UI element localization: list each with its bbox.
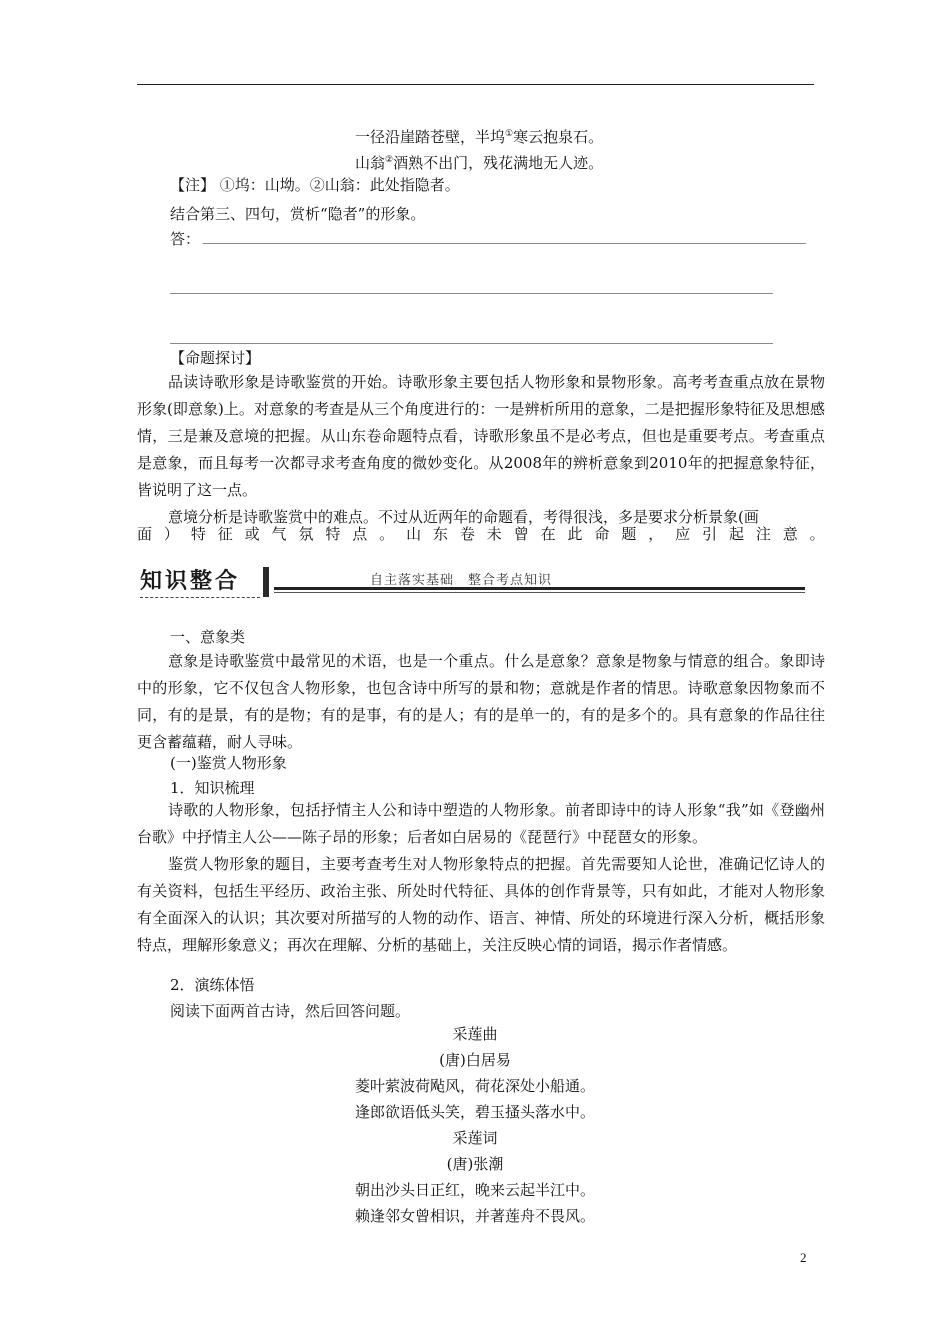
item2-title: 2．演练体悟 [170,976,255,994]
item1-paragraph-1: 诗歌的人物形象，包括抒情主人公和诗中塑造的人物形象。前者即诗中的诗人形象“我”如《登幽州台歌》中抒情主人公——陈子昂的形象；后者如白居易的《琵琶行》中琵琶女的形象。 [137,801,825,846]
spread-char: 特 [325,525,341,543]
answer-line-1[interactable] [203,243,806,244]
page-number: 2 [800,1250,807,1265]
poemB-author: (唐)张潮 [446,1155,504,1173]
poemA-title: 采莲曲 [452,1025,498,1043]
spread-char: 氛 [298,525,314,543]
spread-char: 命 [594,525,610,543]
spread-char: 意 [782,525,798,543]
poem-line-1-text-b: 寒云抱泉石。 [513,128,604,146]
spread-char: 题 [621,525,637,543]
spread-char: 气 [271,525,287,543]
poem-line-2-text-b: 酒熟不出门，残花满地无人迹。 [393,154,604,172]
poemB-line-2: 赖逢邻女曾相识，并著莲舟不畏风。 [354,1207,595,1225]
poemA-line-2: 逢郎欲语低头笑，碧玉搔头落水中。 [354,1103,595,1121]
discussion-paragraph-1: 品读诗歌形象是诗歌鉴赏的开始。诗歌形象主要包括人物形象和景物形象。高考考查重点放在景物形象(即意象)上。对意象的考查是从三个角度进行的：一是辨析所用的意象，二是把握形象特征及思想感情，三是兼及意境的把握。从山东卷命题特点看，诗歌形象虽不是必考点，但也是重要考点。考查重点是意象，而且每考一次都寻求考查角度的微妙变化。从2008年的辨析意象到2010年的把握意象特征，皆说明了这一点。 [137,373,825,499]
spread-char: 卷 [459,525,475,543]
item1-paragraphs [137,797,825,959]
spread-char: 曾 [513,525,529,543]
spread-char: 此 [567,525,583,543]
section-title-imagery: 一、意象类 [170,628,246,646]
spread-char: 未 [486,525,502,543]
spread-char: ， [648,525,664,543]
footnote-marker-2: ② [385,155,394,165]
poemB-line-1: 朝出沙头日正红，晚来云起半江中。 [354,1181,595,1199]
subsection-title: (一)鉴赏人物形象 [170,754,287,772]
answer-line-3[interactable] [170,343,773,344]
poemA-author: (唐)白居易 [439,1051,511,1069]
banner-title: 知识整合 [140,569,241,594]
spread-char: 在 [540,525,556,543]
item2-instruction: 阅读下面两首古诗，然后回答问题。 [170,1002,411,1020]
spread-char: 应 [675,525,691,543]
spread-char: 特 [190,525,206,543]
banner-subtitle: 自主落实基础 整合考点知识 [370,573,553,588]
spread-char: 山 [406,525,422,543]
spread-char: 征 [217,525,233,543]
banner-underline [140,597,260,598]
spread-char: 。 [809,525,825,543]
banner-rule-thin [274,592,805,593]
poem-line-2 [355,152,603,174]
poemB-title: 采莲词 [452,1129,498,1147]
discussion-last-line [137,521,825,548]
section-heading-discussion: 【命题探讨】 [170,349,261,367]
spread-char: 起 [728,525,744,543]
poemA-line-1: 菱叶萦波荷飐风，荷花深处小船通。 [354,1077,595,1095]
item1-paragraph-2: 鉴赏人物形象的题目，主要考查考生对人物形象特点的把握。首先需要知人论世，准确记忆诗人的有关资料，包括生平经历、政治主张、所处时代特征、具体的创作背景等，只有如此，才能对人物形象有全面深入的认识；其次要对所描写的人物的动作、语言、神情、所处的环境进行深入分析，概括形象特点，理解形象意义；再次在理解、分析的基础上，关注反映心情的词语，揭示作者情感。 [137,855,825,954]
spread-char: 面 [137,525,153,543]
question-text: 结合第三、四句，赏析“隐者”的形象。 [170,205,426,223]
imagery-paragraph [137,648,825,756]
poem-line-1-text-a: 一径沿崖踏苍壁，半坞 [355,128,506,146]
footnote-marker-1: ① [505,129,514,139]
poem-line-1 [355,126,603,148]
header-rule [137,84,814,85]
spread-char: 引 [702,525,718,543]
answer-label: 答： [170,230,201,248]
spread-char: 东 [432,525,448,543]
discussion-paragraph-2: 意境分析是诗歌鉴赏中的难点。不过从近两年的命题看，考得很浅，多是要求分析景象(画 [168,508,759,526]
spread-char: 点 [352,525,368,543]
answer-line-2[interactable] [170,293,773,294]
imagery-paragraph-text: 意象是诗歌鉴赏中最常见的术语，也是一个重点。什么是意象？意象是物象与情意的组合。象即诗中的形象，它不仅包含人物形象，也包含诗中所写的景和物；意就是作者的情思。诗歌意象因物象而不同，有的是景，有的是物；有的是事，有的是人；有的是单一的，有的是多个的。具有意象的作品往往更含蓄蕴藉，耐人寻味。 [137,652,825,751]
poem-line-2-text-a: 山翁 [355,154,386,172]
spread-char: 。 [379,525,395,543]
spread-char: 或 [244,525,260,543]
banner-divider [263,567,269,597]
discussion-block [137,369,825,531]
poem-note: 【注】 ①坞：山坳。②山翁：此处指隐者。 [170,176,460,194]
spread-char: 注 [755,525,771,543]
item1-title: 1．知识梳理 [170,779,255,797]
spread-char: ） [163,525,179,543]
